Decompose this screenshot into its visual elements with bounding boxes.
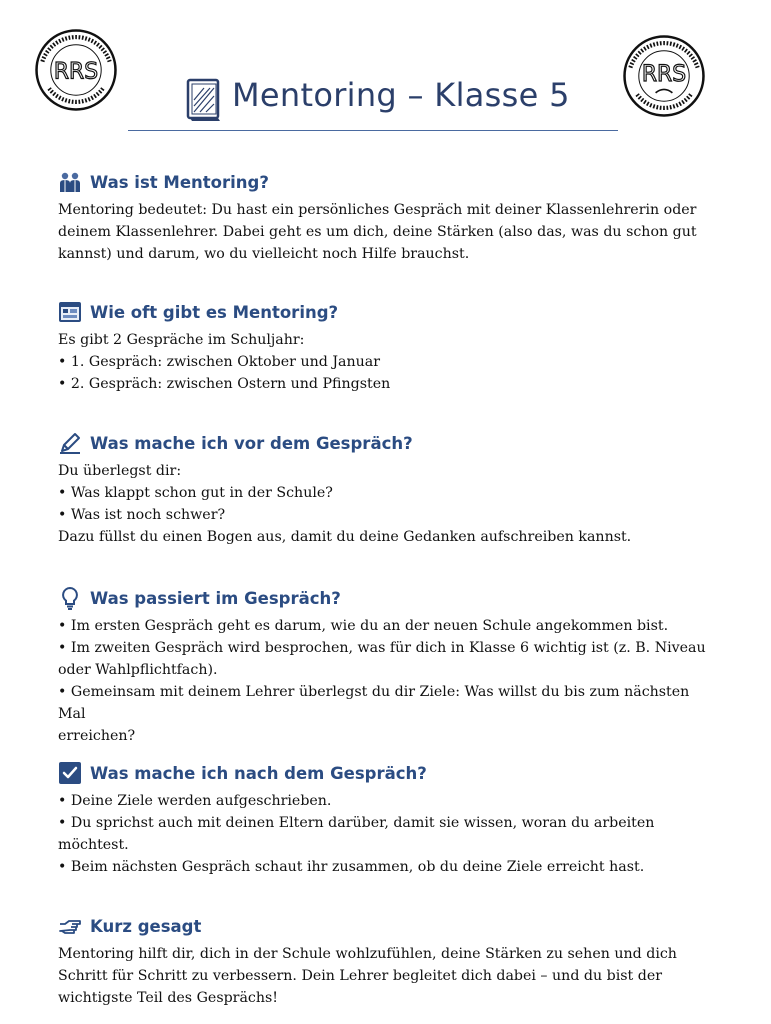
text-line: • Du sprichst auch mit deinen Eltern darüber, damit sie wissen, woran du arbeiten bbox=[58, 815, 655, 831]
section-after-meeting bbox=[58, 760, 718, 878]
text-line: Schritt für Schritt zu verbessern. Dein Lehrer begleitet dich dabei – und du bist der bbox=[58, 968, 663, 984]
list-item: • Was ist noch schwer? bbox=[58, 504, 718, 526]
section-heading: Was mache ich nach dem Gespräch? bbox=[90, 763, 427, 783]
section-what-is-mentoring bbox=[58, 169, 718, 265]
section-heading: Was mache ich vor dem Gespräch? bbox=[90, 433, 413, 453]
text-line: Mentoring hilft dir, dich in der Schule wohlzufühlen, deine Stärken zu sehen und dich bbox=[58, 946, 677, 962]
section-heading: Kurz gesagt bbox=[90, 916, 202, 936]
list-item: • 2. Gespräch: zwischen Ostern und Pfingsten bbox=[58, 373, 718, 395]
section-heading: Was passiert im Gespräch? bbox=[90, 588, 341, 608]
lightbulb-icon bbox=[58, 586, 82, 610]
list-item: • 1. Gespräch: zwischen Oktober und Januar bbox=[58, 351, 718, 373]
section-heading: Wie oft gibt es Mentoring? bbox=[90, 302, 339, 322]
page-title: Mentoring – Klasse 5 bbox=[232, 76, 570, 114]
text-line: Es gibt 2 Gespräche im Schuljahr: bbox=[58, 332, 305, 348]
school-logo-left bbox=[34, 28, 118, 112]
school-logo-right bbox=[622, 34, 706, 118]
checkbox-icon bbox=[58, 761, 82, 785]
logo-monogram: RRS bbox=[53, 59, 99, 85]
svg-text:RRS: RRS bbox=[641, 62, 687, 88]
section-how-often bbox=[58, 299, 718, 395]
text-line: • Im zweiten Gespräch wird besprochen, was für dich in Klasse 6 wichtig ist (z. B. Niveau bbox=[58, 640, 706, 656]
text-line: erreichen? bbox=[58, 728, 136, 744]
calendar-icon bbox=[58, 300, 82, 324]
students-icon bbox=[58, 170, 82, 194]
text-line: • Deine Ziele werden aufgeschrieben. bbox=[58, 793, 332, 809]
section-before-meeting bbox=[58, 430, 718, 548]
pointing-hand-icon bbox=[58, 914, 82, 938]
text-line: • Gemeinsam mit deinem Lehrer überlegst du dir Ziele: Was willst du bis zum nächsten Mal bbox=[58, 684, 690, 722]
text-line: deinem Klassenlehrer. Dabei geht es um dich, deine Stärken (also das, was du schon gut bbox=[58, 224, 697, 240]
section-summary bbox=[58, 913, 718, 1009]
section-heading: Was ist Mentoring? bbox=[90, 172, 269, 192]
text-line: Dazu füllst du einen Bogen aus, damit du deine Gedanken aufschreiben kannst. bbox=[58, 529, 632, 545]
text-line: möchtest. bbox=[58, 837, 129, 853]
text-line: Du überlegst dir: bbox=[58, 463, 182, 479]
book-icon bbox=[186, 78, 222, 122]
section-during-meeting bbox=[58, 585, 718, 747]
text-line: kannst) und darum, wo du vielleicht noch Hilfe brauchst. bbox=[58, 246, 470, 262]
text-line: • Im ersten Gespräch geht es darum, wie du an der neuen Schule angekommen bist. bbox=[58, 618, 669, 634]
pencil-icon bbox=[58, 431, 82, 455]
text-line: • Beim nächsten Gespräch schaut ihr zusammen, ob du deine Ziele erreicht hast. bbox=[58, 859, 645, 875]
text-line: Mentoring bedeutet: Du hast ein persönliches Gespräch mit deiner Klassenlehrerin oder bbox=[58, 202, 697, 218]
text-line: wichtigste Teil des Gesprächs! bbox=[58, 990, 278, 1006]
page-header bbox=[128, 72, 618, 131]
text-line: oder Wahlpflichtfach). bbox=[58, 662, 218, 678]
list-item: • Was klappt schon gut in der Schule? bbox=[58, 482, 718, 504]
